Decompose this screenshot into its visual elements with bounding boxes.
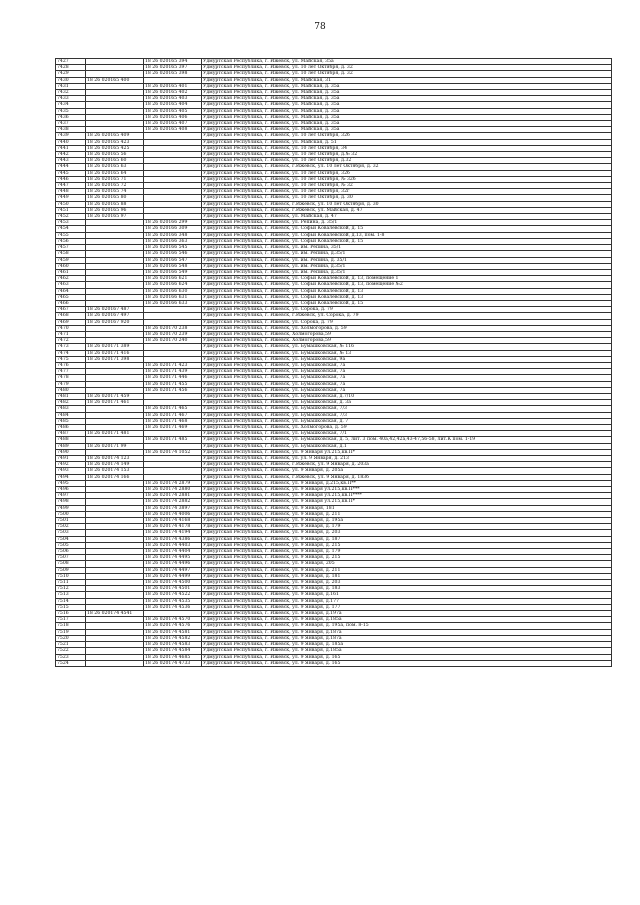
row-number-cell: 7441 [56, 145, 86, 151]
building-cadastral-cell: 18 26 020166 547 [144, 257, 202, 263]
land-cadastral-cell: 18 26 020167 487 [86, 307, 144, 313]
address-cell: Удмуртская Республика, г. Ижевск, ул. Бумашковская, д. 3а [202, 400, 612, 406]
address-cell: Удмуртская Республика, г. Ижевск, ул. Майская, д. 35а [202, 102, 612, 108]
row-number-cell: 7513 [56, 592, 86, 598]
row-number-cell: 7485 [56, 418, 86, 424]
row-number-cell: 7471 [56, 331, 86, 337]
address-cell: Удмуртская Республика, г. Ижевск, ул. 10 лет Октября, 34 [202, 145, 612, 151]
land-cadastral-cell: 18 26 020165 74 [86, 189, 144, 195]
building-cadastral-cell: 18 26 020166 546 [144, 251, 202, 257]
row-number-cell: 7428 [56, 65, 86, 71]
land-cadastral-cell: 18 26 020167 497 [86, 313, 144, 319]
building-cadastral-cell: 18 26 020174 4522 [144, 592, 202, 598]
row-number-cell: 7510 [56, 573, 86, 579]
row-number-cell: 7442 [56, 152, 86, 158]
address-cell: Удмуртская Республика, г. Ижевск, ул. Сорока, д. 79 [202, 319, 612, 325]
row-number-cell: 7446 [56, 176, 86, 182]
land-cadastral-cell: 18 26 020174 149 [86, 462, 144, 468]
address-cell: Удмуртская Республика, г. Ижевск, ул. Бумашковская, 7/3 [202, 406, 612, 412]
row-number-cell: 7469 [56, 319, 86, 325]
address-cell: Удмуртская Республика, г. Ижевск, ул. Холмогорова, д. 59 [202, 424, 612, 430]
building-cadastral-cell: 18 26 020165 397 [144, 65, 202, 71]
row-number-cell: 7489 [56, 443, 86, 449]
land-cadastral-cell: 18 26 020165 72 [86, 183, 144, 189]
row-number-cell: 7486 [56, 424, 86, 430]
land-cadastral-cell: 18 26 020171 459 [86, 393, 144, 399]
row-number-cell: 7435 [56, 108, 86, 114]
row-number-cell: 7494 [56, 474, 86, 480]
address-cell: Удмуртская Республика, г. Ижевск, ул. 10 лет Октября, д. 32 [202, 71, 612, 77]
land-cadastral-cell: 18 26 020171 416 [86, 350, 144, 356]
address-cell: Удмуртская Республика, г. Ижевск, ул. Майская, д. 35а [202, 127, 612, 133]
row-number-cell: 7453 [56, 220, 86, 226]
address-cell: Удмуртская Республика, г. Ижевск, ул. 10 лет Октября, д. 30 [202, 195, 612, 201]
address-cell: Удмуртская Республика, г. Ижевск, ул. Майская, д. 35а [202, 96, 612, 102]
address-cell: Удмуртская Республика, г. Ижевск, г.Ижевск, ул. 9 Января, д. 203а [202, 462, 612, 468]
row-number-cell: 7427 [56, 59, 86, 65]
address-cell: Удмуртская Республика, г. Ижевск, ул. Майская, д. 51 [202, 139, 612, 145]
building-cadastral-cell: 18 26 020171 423 [144, 362, 202, 368]
address-cell: Удмуртская Республика, г. Ижевск, ул. 9 Января, д. 165 [202, 654, 612, 660]
address-cell: Удмуртская Республика, г. Ижевск, ул. 9 Января, 205 [202, 561, 612, 567]
building-cadastral-cell: 18 26 020165 408 [144, 127, 202, 133]
address-cell: Удмуртская Республика, г. Ижевск, ул. Бумашковская, 7/3 [202, 412, 612, 418]
address-cell: Удмуртская Республика, г. Ижевск, ул. им. Репина, д.35/1 [202, 263, 612, 269]
address-cell: Удмуртская Республика, г. Ижевск, ул. 10 лет Октября, 32г [202, 189, 612, 195]
row-number-cell: 7493 [56, 468, 86, 474]
land-cadastral-cell: 18 26 020171 481 [86, 431, 144, 437]
address-cell: Удмуртская Республика, г. Ижевск, ул. Майская, д. 35а [202, 90, 612, 96]
building-cadastral-cell: 18 26 020174 4584 [144, 648, 202, 654]
row-number-cell: 7509 [56, 567, 86, 573]
land-cadastral-cell: 18 26 020165 96 [86, 207, 144, 213]
building-cadastral-cell: 18 26 020174 2880 [144, 487, 202, 493]
row-number-cell: 7432 [56, 90, 86, 96]
row-number-cell: 7506 [56, 549, 86, 555]
building-cadastral-cell: 18 26 020165 398 [144, 71, 202, 77]
row-number-cell: 7473 [56, 344, 86, 350]
address-cell: Удмуртская Республика, г. Ижевск, ул. Репина, д. 35/1 [202, 220, 612, 226]
building-cadastral-cell: 18 26 020174 3897 [144, 505, 202, 511]
building-cadastral-cell: 18 26 020166 630 [144, 288, 202, 294]
building-cadastral-cell: 18 26 020165 406 [144, 114, 202, 120]
land-cadastral-cell: 18 26 020165 425 [86, 145, 144, 151]
land-cadastral-cell [86, 660, 144, 666]
building-cadastral-cell: 18 26 020166 621 [144, 276, 202, 282]
row-number-cell: 7452 [56, 214, 86, 220]
row-number-cell: 7439 [56, 133, 86, 139]
row-number-cell: 7478 [56, 375, 86, 381]
address-cell: Удмуртская Республика, г. Ижевск, ул. им. Репина, д.35/1 [202, 251, 612, 257]
address-cell: Удмуртская Республика, г. Ижевск, ул. Бумашковская, 7а [202, 375, 612, 381]
address-cell: Удмуртская Республика, г. Ижевск, ул. 10 лет Октября, 32б [202, 170, 612, 176]
row-number-cell: 7495 [56, 480, 86, 486]
building-cadastral-cell: 18 26 020174 1052 [144, 449, 202, 455]
address-cell: Удмуртская Республика, г. Ижевск, ул. Бумашковская, д. 7 [202, 418, 612, 424]
row-number-cell: 7482 [56, 400, 86, 406]
address-cell: Удмуртская Республика, г. Ижевск, Холмогорова,59 [202, 338, 612, 344]
building-cadastral-cell: 18 26 020165 403 [144, 96, 202, 102]
row-number-cell: 7480 [56, 387, 86, 393]
building-cadastral-cell: 18 26 020174 4501 [144, 586, 202, 592]
row-number-cell: 7458 [56, 251, 86, 257]
address-cell: Удмуртская Республика, г. Ижевск, г.Ижевск, ул. Майская, д. 47 [202, 207, 612, 213]
row-number-cell: 7462 [56, 276, 86, 282]
address-cell: Удмуртская Республика, г. Ижевск, ул. 9 Января, д.161 [202, 592, 612, 598]
land-cadastral-cell: 18 26 020171 398 [86, 356, 144, 362]
address-cell: Удмуртская Республика, г. Ижевск, ул. Холмогорова, д. 59 [202, 325, 612, 331]
address-cell: Удмуртская Республика, г. Ижевск, ул. 10 лет Октября, д.№ 32 [202, 152, 612, 158]
row-number-cell: 7514 [56, 598, 86, 604]
building-cadastral-cell: 18 26 020174 4536 [144, 604, 202, 610]
land-cadastral-cell: 18 26 020165 88 [86, 201, 144, 207]
address-cell: Удмуртская Республика, г. Ижевск, ул. Бумашковская, 7а [202, 369, 612, 375]
building-cadastral-cell: 18 26 020166 549 [144, 269, 202, 275]
address-cell: Удмуртская Республика, г. Ижевск, ул. 9 Января, д. 195а [202, 518, 612, 524]
address-cell: Удмуртская Республика, г. Ижевск, ул. 10 лет Октября, № 32 [202, 183, 612, 189]
building-cadastral-cell: 18 26 020174 4535 [144, 598, 202, 604]
land-cadastral-cell: 18 26 020171 461 [86, 400, 144, 406]
building-cadastral-cell: 18 26 020174 4404 [144, 549, 202, 555]
building-cadastral-cell: 18 26 020171 456 [144, 387, 202, 393]
address-cell: Удмуртская Республика, г. Ижевск, ул. 9 Января, д. 179 [202, 524, 612, 530]
building-cadastral-cell: 18 26 020171 467 [144, 412, 202, 418]
row-number-cell: 7500 [56, 511, 86, 517]
address-cell: Удмуртская Республика, г. Ижевск, ул. Майская, 35а [202, 59, 612, 65]
building-cadastral-cell: 18 26 020174 2879 [144, 480, 202, 486]
building-cadastral-cell: 18 26 020174 4178 [144, 524, 202, 530]
row-number-cell: 7440 [56, 139, 86, 145]
land-cadastral-cell: 18 26 020171 99 [86, 443, 144, 449]
row-number-cell: 7475 [56, 356, 86, 362]
row-number-cell: 7434 [56, 102, 86, 108]
row-number-cell: 7491 [56, 456, 86, 462]
row-number-cell: 7449 [56, 195, 86, 201]
row-number-cell: 7520 [56, 635, 86, 641]
land-cadastral-cell: 18 26 020165 60 [86, 158, 144, 164]
row-number-cell: 7470 [56, 325, 86, 331]
address-cell: Удмуртская Республика, г. Ижевск, ул. 9 Января, д. 187 [202, 536, 612, 542]
row-number-cell: 7445 [56, 170, 86, 176]
building-cadastral-cell: 18 26 020174 4570 [144, 617, 202, 623]
address-cell: Удмуртская Республика, г. Ижевск, ул. 9 Января, д.185а [202, 617, 612, 623]
land-cadastral-cell: 18 26 020165 409 [86, 133, 144, 139]
address-cell: Удмуртская Республика, г. Ижевск, ул. Софьи Ковалевской, д. 15 [202, 238, 612, 244]
building-cadastral-cell: 18 26 020165 405 [144, 108, 202, 114]
address-cell: Удмуртская Республика, г. Ижевск, ул. Бумашковская, 7а [202, 381, 612, 387]
row-number-cell: 7483 [56, 406, 86, 412]
row-number-cell: 7430 [56, 77, 86, 83]
row-number-cell: 7461 [56, 269, 86, 275]
building-cadastral-cell: 18 26 020166 548 [144, 263, 202, 269]
row-number-cell: 7497 [56, 493, 86, 499]
building-cadastral-cell: 18 26 020165 404 [144, 102, 202, 108]
address-cell: Удмуртская Республика, г. Ижевск, ул. Бумашковская, № 116 [202, 344, 612, 350]
address-cell: Удмуртская Республика, г. Ижевск, Холмогорова,59 [202, 331, 612, 337]
address-cell: Удмуртская Республика, г. Ижевск, ул. Бумашковская, д.7/10 [202, 393, 612, 399]
address-cell: Удмуртская Республика, г. Ижевск, ул. 9 Января, д. 205а [202, 468, 612, 474]
address-cell: Удмуртская Республика, г. Ижевск, ул. Майская, д. 35а [202, 114, 612, 120]
land-cadastral-cell: 18 26 020171 389 [86, 344, 144, 350]
row-number-cell: 7443 [56, 158, 86, 164]
address-cell: Удмуртская Республика, г. Ижевск, ул. Бумашковская, 7а [202, 387, 612, 393]
building-cadastral-cell: 18 26 020171 446 [144, 375, 202, 381]
row-number-cell: 7465 [56, 294, 86, 300]
address-cell: Удмуртская Республика, г. Ижевск, ул. Майская, 31 [202, 77, 612, 83]
row-number-cell: 7437 [56, 121, 86, 127]
row-number-cell: 7522 [56, 648, 86, 654]
address-cell: Удмуртская Республика, г. Ижевск, ул. Бумашковская, 9а [202, 356, 612, 362]
address-cell: Удмуртская Республика, г. Ижевск, ул. 9 Января ул.215,кв.П* [202, 449, 612, 455]
building-cadastral-cell: 18 26 020174 4733 [144, 660, 202, 666]
row-number-cell: 7474 [56, 350, 86, 356]
row-number-cell: 7511 [56, 580, 86, 586]
row-number-cell: 7468 [56, 313, 86, 319]
address-cell: Удмуртская Республика, г. Ижевск, г.Ижевск, ул. 10 лет Октября, д. 32 [202, 164, 612, 170]
building-cadastral-cell: 18 26 020166 299 [144, 220, 202, 226]
building-cadastral-cell: 18 26 020171 439 [144, 369, 202, 375]
address-cell: Удмуртская Республика, г. Ижевск, ул. Софьи Ковалевской, д. 15 [202, 300, 612, 306]
row-number-cell: 7481 [56, 393, 86, 399]
address-cell: Удмуртская Республика, г. Ижевск, ул. 9 Января, д. 215 [202, 542, 612, 548]
building-cadastral-cell: 18 26 020171 465 [144, 406, 202, 412]
row-number-cell: 7472 [56, 338, 86, 344]
address-cell: Удмуртская Республика, г. Ижевск, ул. Бумашковская, д. 5, лит. 3 пом. 40а,42,42а,43-47,56-58, лит.К пом. 1-19 [202, 437, 612, 443]
building-cadastral-cell: 18 26 020174 4497 [144, 567, 202, 573]
row-number-cell: 7518 [56, 623, 86, 629]
row-number-cell: 7492 [56, 462, 86, 468]
address-cell: Удмуртская Республика, г. Ижевск, ул. Бумашковская, д.1 [202, 443, 612, 449]
row-number-cell: 7479 [56, 381, 86, 387]
building-cadastral-cell: 18 26 020165 402 [144, 90, 202, 96]
building-cadastral-cell: 18 26 020170 239 [144, 331, 202, 337]
row-number-cell: 7454 [56, 226, 86, 232]
address-cell: Удмуртская Республика, г. Ижевск, ул. Софьи Ковалевской, д. 13, помещение №2 [202, 282, 612, 288]
address-cell: Удмуртская Республика, г. Ижевск, ул. Софьи Ковалевской, д. 15 [202, 226, 612, 232]
address-cell: Удмуртская Республика, г. Ижевск, ул. 9 Января, д. 179 [202, 549, 612, 555]
address-cell: Удмуртская Республика, г. Ижевск, ул. 10 лет Октября, 32б [202, 133, 612, 139]
address-cell: Удмуртская Республика, г. Ижевск, ул. 10 лет Октября, д. 32 [202, 65, 612, 71]
row-number-cell: 7512 [56, 586, 86, 592]
row-number-cell: 7502 [56, 524, 86, 530]
row-number-cell: 7464 [56, 288, 86, 294]
building-cadastral-cell: 18 26 020171 485 [144, 437, 202, 443]
page-number: 78 [314, 22, 326, 32]
address-cell: Удмуртская Республика, г. Ижевск, ул. Бумашковская, 7а [202, 362, 612, 368]
address-cell: Удмуртская Республика, г. Ижевск, ул. 9 Января ул.215,кв.П**** [202, 493, 612, 499]
address-cell: Удмуртская Республика, г. Ижевск, ул. 9 Января, д. 165 [202, 660, 612, 666]
address-cell: Удмуртская Республика, г. Ижевск, ул. 9 Января, д. 203 [202, 530, 612, 536]
land-cadastral-cell: 18 26 020167 920 [86, 319, 144, 325]
address-cell: Удмуртская Республика, г. Ижевск, ул. 9 Января, д.185а [202, 648, 612, 654]
row-number-cell: 7508 [56, 561, 86, 567]
address-cell: Удмуртская Республика, г. Ижевск, ул. Софьи Ковалевской, д. 13 [202, 294, 612, 300]
building-cadastral-cell: 18 26 020171 455 [144, 381, 202, 387]
row-number-cell: 7503 [56, 530, 86, 536]
land-cadastral-cell: 18 26 020165 64 [86, 170, 144, 176]
land-cadastral-cell: 18 26 020165 400 [86, 77, 144, 83]
address-cell: Удмуртская Республика, г. Ижевск, ул. Майская, д. 35а [202, 83, 612, 89]
address-cell: Удмуртская Республика, г. Ижевск, ул. 9 Января ул.215,кв.П*** [202, 487, 612, 493]
building-cadastral-cell: 18 26 020166 633 [144, 300, 202, 306]
address-cell: Удмуртская Республика, г. Ижевск, ул. Софьи Ковалевской, д. 13 [202, 288, 612, 294]
address-cell: Удмуртская Республика, г. Ижевск, ул. 9 Января, 181 [202, 505, 612, 511]
row-number-cell: 7504 [56, 536, 86, 542]
row-number-cell: 7431 [56, 83, 86, 89]
address-cell: Удмуртская Республика, г. Ижевск, ул. Майская, д. 35а [202, 108, 612, 114]
land-cadastral-cell: 18 26 020165 80 [86, 195, 144, 201]
land-cadastral-cell: 18 26 020165 423 [86, 139, 144, 145]
row-number-cell: 7467 [56, 307, 86, 313]
building-cadastral-cell: 18 26 020174 4576 [144, 623, 202, 629]
address-cell: Удмуртская Республика, г. Ижевск, ул. 9 Января, д. 211 [202, 567, 612, 573]
address-cell: Удмуртская Республика, г. Ижевск, г.Ижевск, ул. 10 лет Октября, д. 30 [202, 201, 612, 207]
row-number-cell: 7476 [56, 362, 86, 368]
building-cadastral-cell: 18 26 020166 631 [144, 294, 202, 300]
address-cell: Удмуртская Республика, г. Ижевск, ул. ул. 9 Января, д. 213 [202, 456, 612, 462]
land-cadastral-cell: 18 26 020174 153 [86, 468, 144, 474]
address-cell: Удмуртская Республика, г. Ижевск, ул. 10 лет Октября, д.32 [202, 158, 612, 164]
building-cadastral-cell: 18 26 020174 4582 [144, 635, 202, 641]
address-cell: Удмуртская Республика, г. Ижевск, ул. Сорока, д. 79 [202, 307, 612, 313]
row-number-cell: 7507 [56, 555, 86, 561]
address-cell: Удмуртская Республика, г. Ижевск, ул. 9 Января, д. 215 [202, 555, 612, 561]
land-cadastral-cell: 18 26 020174 123 [86, 456, 144, 462]
land-cadastral-cell: 18 26 020165 71 [86, 176, 144, 182]
address-cell: Удмуртская Республика, г. Ижевск, ул. Майская, д. 47 [202, 214, 612, 220]
row-number-cell: 7523 [56, 654, 86, 660]
building-cadastral-cell: 18 26 020174 4500 [144, 580, 202, 586]
row-number-cell: 7438 [56, 127, 86, 133]
row-number-cell: 7524 [56, 660, 86, 666]
address-cell: Удмуртская Республика, г. Ижевск, ул. 9 Января, д. 183 [202, 586, 612, 592]
address-cell: Удмуртская Республика, г. Ижевск, ул. Бумашковская, № 13 [202, 350, 612, 356]
row-number-cell: 7521 [56, 642, 86, 648]
address-cell: Удмуртская Республика, г. Ижевск, ул. 9 Января, д.197а [202, 611, 612, 617]
row-number-cell: 7490 [56, 449, 86, 455]
building-cadastral-cell: 18 26 020174 4403 [144, 542, 202, 548]
row-number-cell: 7463 [56, 282, 86, 288]
building-cadastral-cell: 18 26 020174 2881 [144, 493, 202, 499]
building-cadastral-cell: 18 26 020165 394 [144, 59, 202, 65]
building-cadastral-cell: 18 26 020174 4006 [144, 511, 202, 517]
row-number-cell: 7451 [56, 207, 86, 213]
address-cell: Удмуртская Республика, г. Ижевск, ул. 9 Января, д. 211 [202, 511, 612, 517]
building-cadastral-cell: 18 26 020170 240 [144, 338, 202, 344]
building-cadastral-cell: 18 26 020174 4496 [144, 561, 202, 567]
address-cell: Удмуртская Республика, г. Ижевск, ул. 9 Января, д. 203 [202, 580, 612, 586]
address-cell: Удмуртская Республика, г. Ижевск, ул. 9 Января, д. 195а, пом. 8-15 [202, 623, 612, 629]
address-cell: Удмуртская Республика, г. Ижевск, ул. 9 Января, д.187а [202, 635, 612, 641]
building-cadastral-cell: 18 26 020174 4581 [144, 629, 202, 635]
building-cadastral-cell: 18 26 020174 4499 [144, 573, 202, 579]
building-cadastral-cell: 18 26 020165 407 [144, 121, 202, 127]
row-number-cell: 7501 [56, 518, 86, 524]
building-cadastral-cell: 18 26 020171 469 [144, 424, 202, 430]
building-cadastral-cell: 18 26 020174 4168 [144, 518, 202, 524]
row-number-cell: 7505 [56, 542, 86, 548]
building-cadastral-cell: 18 26 020166 363 [144, 238, 202, 244]
building-cadastral-cell: 18 26 020170 238 [144, 325, 202, 331]
address-cell: Удмуртская Республика, г. Ижевск, ул. 9 Января, д.177 [202, 598, 612, 604]
address-cell: Удмуртская Республика, г. Ижевск, ул. 9 Января ул.215,кв.П* [202, 499, 612, 505]
row-number-cell: 7499 [56, 505, 86, 511]
building-cadastral-cell: 18 26 020174 4386 [144, 536, 202, 542]
address-cell: Удмуртская Республика, г. Ижевск, г.Ижевск, ул. Сорока, д. 79 [202, 313, 612, 319]
row-number-cell: 7516 [56, 611, 86, 617]
row-number-cell: 7436 [56, 114, 86, 120]
address-cell: Удмуртская Республика, г. Ижевск, ул. им. Репина, д. 35/1 [202, 257, 612, 263]
row-number-cell: 7429 [56, 71, 86, 77]
row-number-cell: 7450 [56, 201, 86, 207]
address-cell: Удмуртская Республика, г. Ижевск, ул. им. Репина, д.35/1 [202, 269, 612, 275]
row-number-cell: 7498 [56, 499, 86, 505]
table-row [56, 660, 612, 666]
land-cadastral-cell: 18 26 020165 56 [86, 152, 144, 158]
row-number-cell: 7515 [56, 604, 86, 610]
address-cell: Удмуртская Республика, г. Ижевск, ул. 9 Января, д.187а [202, 629, 612, 635]
row-number-cell: 7433 [56, 96, 86, 102]
building-cadastral-cell: 18 26 020166 309 [144, 226, 202, 232]
property-table [55, 58, 612, 667]
row-number-cell: 7484 [56, 412, 86, 418]
row-number-cell: 7455 [56, 232, 86, 238]
row-number-cell: 7456 [56, 238, 86, 244]
land-cadastral-cell: 18 26 020174 166 [86, 474, 144, 480]
row-number-cell: 7487 [56, 431, 86, 437]
row-number-cell: 7496 [56, 487, 86, 493]
building-cadastral-cell: 18 26 020174 4495 [144, 555, 202, 561]
building-cadastral-cell: 18 26 020171 468 [144, 418, 202, 424]
address-cell: Удмуртская Республика, г. Ижевск, ул. Софьи Ковалевской, д.13, пом. 1-8 [202, 232, 612, 238]
row-number-cell: 7459 [56, 257, 86, 263]
row-number-cell: 7447 [56, 183, 86, 189]
row-number-cell: 7488 [56, 437, 86, 443]
address-cell: Удмуртская Республика, г. Ижевск, ул. Бумашковская, 7/1 [202, 431, 612, 437]
address-cell: Удмуртская Республика, г. Ижевск, ул. 9 Января, д.215,кв.П** [202, 480, 612, 486]
address-cell: Удмуртская Республика, г. Ижевск, ул. им. Репина, 35/1 [202, 245, 612, 251]
address-cell: Удмуртская Республика, г. Ижевск, ул. Софьи Ковалевской, д. 13, помещение 1 [202, 276, 612, 282]
building-cadastral-cell: 18 26 020166 348 [144, 232, 202, 238]
building-cadastral-cell: 18 26 020174 4685 [144, 654, 202, 660]
building-cadastral-cell: 18 26 020174 4583 [144, 642, 202, 648]
address-cell: Удмуртская Республика, г. Ижевск, ул. 9 Января, д. 185а [202, 642, 612, 648]
row-number-cell: 7460 [56, 263, 86, 269]
address-cell: Удмуртская Республика, г. Ижевск, ул. 9 Января, д. 177 [202, 604, 612, 610]
address-cell: Удмуртская Республика, г. Ижевск, ул. 9 Января, д. 181 [202, 573, 612, 579]
row-number-cell: 7444 [56, 164, 86, 170]
building-cadastral-cell: 18 26 020174 2882 [144, 499, 202, 505]
row-number-cell: 7477 [56, 369, 86, 375]
land-cadastral-cell: 18 26 020165 97 [86, 214, 144, 220]
row-number-cell: 7466 [56, 300, 86, 306]
land-cadastral-cell: 18 26 020165 63 [86, 164, 144, 170]
address-cell: Удмуртская Республика, г. Ижевск, г.Ижевск, ул. 9 Января, д. 183б [202, 474, 612, 480]
building-cadastral-cell: 18 26 020165 401 [144, 83, 202, 89]
row-number-cell: 7517 [56, 617, 86, 623]
building-cadastral-cell: 18 26 020166 545 [144, 245, 202, 251]
building-cadastral-cell: 18 26 020174 4194 [144, 530, 202, 536]
row-number-cell: 7448 [56, 189, 86, 195]
land-cadastral-cell: 18 26 020174 4541 [86, 611, 144, 617]
building-cadastral-cell: 18 26 020166 624 [144, 282, 202, 288]
address-cell: Удмуртская Республика, г. Ижевск, ул. 10 лет Октября, № 32б [202, 176, 612, 182]
address-cell: Удмуртская Республика, г. Ижевск, ул. Майская, д. 35а [202, 121, 612, 127]
row-number-cell: 7519 [56, 629, 86, 635]
row-number-cell: 7457 [56, 245, 86, 251]
